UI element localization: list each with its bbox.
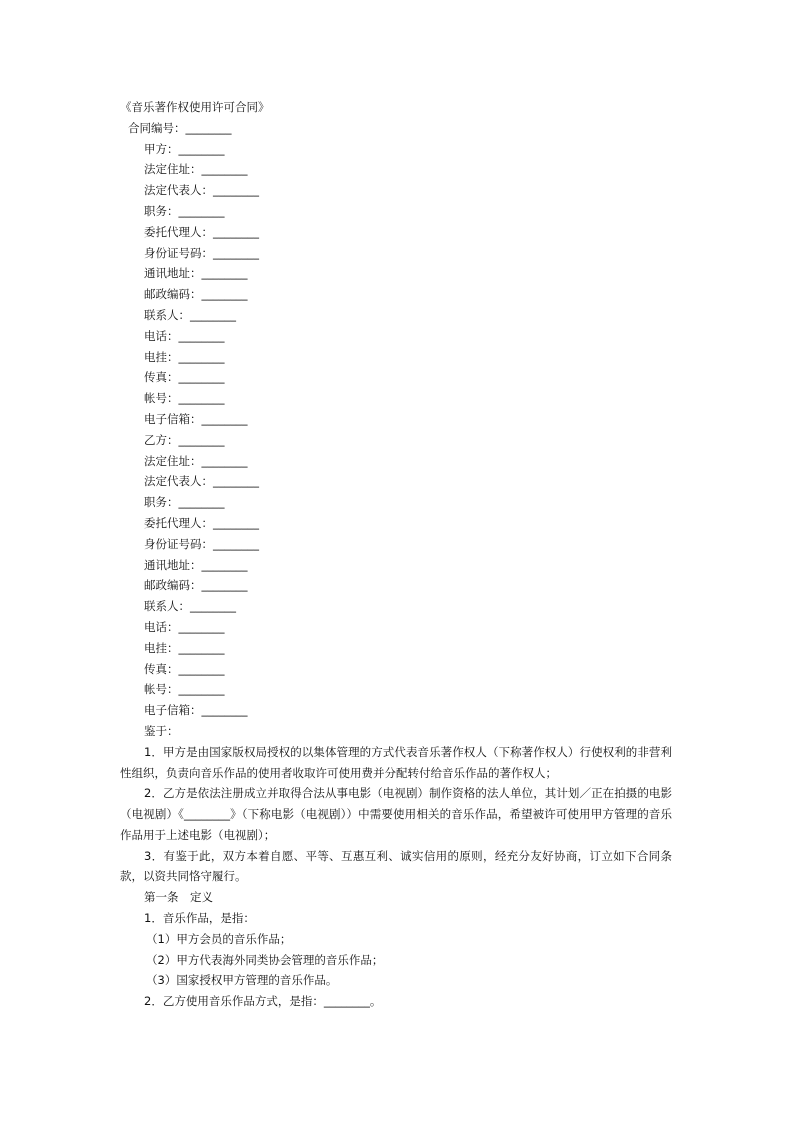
party-a-field: 电子信箱：________ [144,411,248,426]
party-b-field: 法定住址：________ [144,453,248,468]
article-1-item-2: 2．乙方使用音乐作品方式，是指：________。 [144,994,382,1009]
party-a-field: 身份证号码：________ [144,245,259,260]
party-b-field: 邮政编码：________ [144,578,248,593]
party-b-field: 职务：________ [144,495,225,510]
party-a-field: 邮政编码：________ [144,287,248,302]
party-a-field: 委托代理人：________ [144,224,259,239]
article-1-title: 第一条 定义 [144,890,213,905]
article-1-subitem: （1）甲方会员的音乐作品； [146,931,292,946]
whereas-clause-1: 1．甲方是由国家版权局授权的以集体管理的方式代表音乐著作权人（下称著作权人）行使权利的非营利性组织，负责向音乐作品的使用者收取许可使用费并分配转付给音乐作品的著作权人； [120,744,672,780]
contract-body [120,97,680,1012]
party-a-field: 传真：________ [144,370,225,385]
party-a-field: 法定住址：________ [144,162,248,177]
article-1-subitem: （2）甲方代表海外同类协会管理的音乐作品； [146,952,384,967]
party-a-field: 职务：________ [144,203,225,218]
party-b-field: 身份证号码：________ [144,536,259,551]
whereas-label: 鉴于： [144,723,179,738]
party-b-field: 传真：________ [144,661,225,676]
party-b-field: 联系人：________ [144,599,236,614]
contract-number: 合同编号：________ [128,120,232,135]
party-a-label: 甲方：________ [144,141,225,156]
party-b-field: 法定代表人：________ [144,474,259,489]
party-b-field: 电话：________ [144,619,225,634]
party-b-field: 通讯地址：________ [144,557,248,572]
whereas-clause-2: 2．乙方是依法注册成立并取得合法从事电影（电视剧）制作资格的法人单位，其计划／正在拍摄的电影（电视剧）《________》（下称电影（电视剧））中需要使用相关的音乐作品，希望被许可使用甲方管理的音乐作品用于上述电影（电视剧）； [120,786,672,842]
article-1-item-1: 1．音乐作品，是指： [144,911,255,926]
document-title: 《音乐著作权使用许可合同》 [120,100,270,114]
party-a-field: 帐号：________ [144,391,225,406]
party-a-field: 法定代表人：________ [144,183,259,198]
article-1-subitem: （3）国家授权甲方管理的音乐作品。 [146,973,338,988]
party-a-fields [120,159,680,429]
party-a-field: 电挂：________ [144,349,225,364]
whereas-clause-3: 3．有鉴于此，双方本着自愿、平等、互惠互利、诚实信用的原则，经充分友好协商，订立如下合同条款，以资共同恪守履行。 [120,848,672,884]
party-b-field: 委托代理人：________ [144,515,259,530]
party-b-field: 电子信箱：________ [144,703,248,718]
party-a-field: 联系人：________ [144,307,236,322]
party-a-field: 电话：________ [144,328,225,343]
party-a-field: 通讯地址：________ [144,266,248,281]
party-b-field: 电挂：________ [144,640,225,655]
party-b-label: 乙方：________ [144,432,225,447]
party-b-field: 帐号：________ [144,682,225,697]
party-b-fields [120,451,680,721]
